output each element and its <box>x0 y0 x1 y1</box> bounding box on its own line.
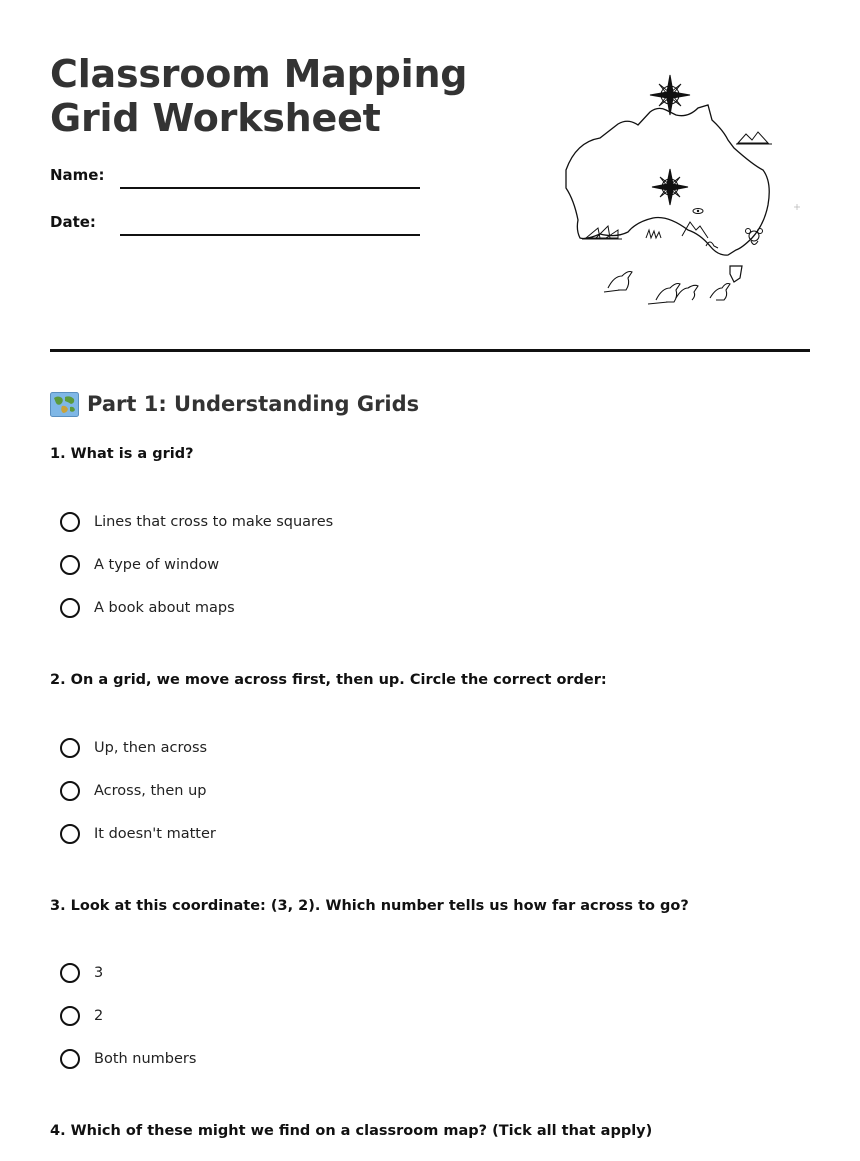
radio-button[interactable] <box>60 738 80 758</box>
question-1: 1. What is a grid? <box>50 446 194 462</box>
opera-house-icon <box>582 226 622 239</box>
radio-button[interactable] <box>60 512 80 532</box>
question-1-option-1[interactable] <box>60 510 333 534</box>
radio-button[interactable] <box>60 1006 80 1026</box>
question-4: 4. Which of these might we find on a classroom map? (Tick all that apply) <box>50 1123 653 1139</box>
header-divider <box>50 349 810 352</box>
question-1-option-3[interactable] <box>60 596 235 620</box>
question-3: 3. Look at this coordinate: (3, 2). Which number tells us how far across to go? <box>50 898 689 914</box>
compass-rose-icon <box>652 169 688 205</box>
option-label: Lines that cross to make squares <box>94 514 334 530</box>
date-line[interactable] <box>120 234 420 236</box>
question-1-option-2[interactable] <box>60 553 219 577</box>
australia-map-illustration <box>558 70 808 310</box>
question-2: 2. On a grid, we move across first, then up. Circle the correct order: <box>50 672 607 688</box>
kangaroo-icon <box>604 272 730 305</box>
radio-button[interactable] <box>60 824 80 844</box>
question-2-option-3[interactable] <box>60 822 216 846</box>
page-title-line-1: Classroom Mapping <box>50 52 468 96</box>
world-map-icon <box>50 392 79 417</box>
option-label: Both numbers <box>94 1051 197 1067</box>
option-label: Across, then up <box>94 783 207 799</box>
option-label: 3 <box>94 965 104 981</box>
question-3-option-2[interactable] <box>60 1004 103 1028</box>
page-title <box>50 52 467 140</box>
option-label: Up, then across <box>94 740 208 756</box>
grass-icon <box>646 230 661 238</box>
date-label: Date: <box>50 213 96 231</box>
name-line[interactable] <box>120 187 420 189</box>
name-label: Name: <box>50 166 105 184</box>
question-3-option-3[interactable] <box>60 1047 196 1071</box>
question-3-option-1[interactable] <box>60 961 103 985</box>
radio-button[interactable] <box>60 555 80 575</box>
radio-button[interactable] <box>60 963 80 983</box>
question-2-option-2[interactable] <box>60 779 206 803</box>
radio-button[interactable] <box>60 781 80 801</box>
part-1-heading <box>50 389 419 419</box>
part-1-title: Part 1: Understanding Grids <box>87 392 420 416</box>
mountains-icon <box>736 132 772 144</box>
question-2-option-1[interactable] <box>60 736 207 760</box>
option-label: A book about maps <box>94 600 235 616</box>
page-title-line-2: Grid Worksheet <box>50 96 381 140</box>
option-label: A type of window <box>94 557 220 573</box>
option-label: It doesn't matter <box>94 826 216 842</box>
mountain-icon <box>682 222 708 238</box>
radio-button[interactable] <box>60 1049 80 1069</box>
option-label: 2 <box>94 1008 104 1024</box>
radio-button[interactable] <box>60 598 80 618</box>
